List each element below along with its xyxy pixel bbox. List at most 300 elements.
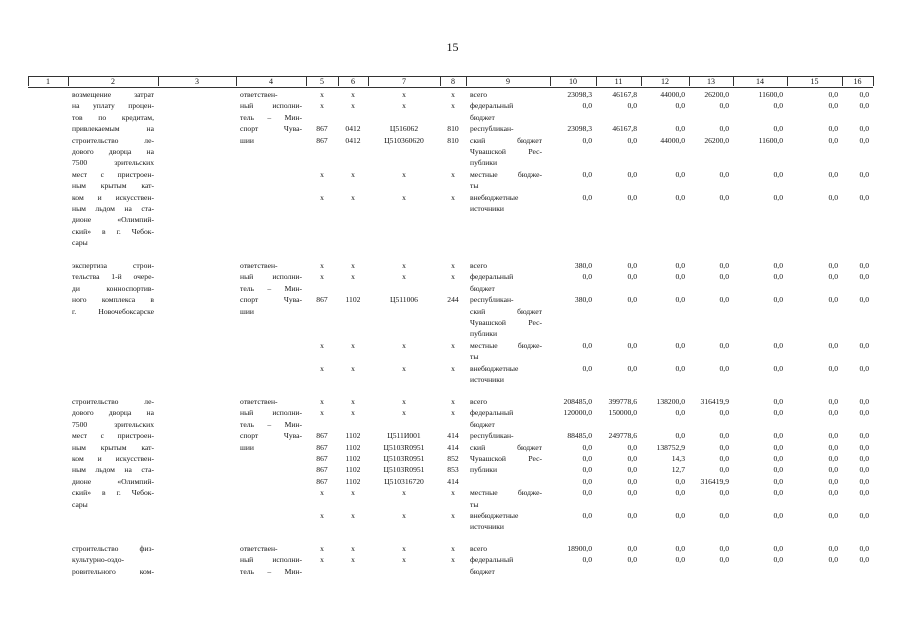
amount-col-13: 0,0: [719, 124, 729, 134]
amount-col-16: 0,0: [859, 465, 869, 475]
funding-source: всего: [470, 544, 488, 553]
code-grbs: 867: [316, 135, 328, 145]
code-csr: Ц510360620: [384, 135, 424, 145]
funding-source: публики: [470, 329, 498, 339]
code-csr: x: [402, 90, 406, 99]
funding-source: публики: [470, 465, 498, 475]
amount-col-10: 18900,0: [567, 544, 592, 553]
amount-col-16: 0,0: [859, 397, 869, 406]
funding-source: бюджет: [470, 112, 495, 122]
amount-col-15: 0,0: [828, 511, 838, 520]
code-rzpr: x: [351, 511, 355, 520]
code-grbs: x: [320, 261, 324, 270]
executor-line: тель – Мин-: [240, 112, 302, 122]
code-rzpr: x: [351, 101, 355, 111]
amount-col-13: 0,0: [719, 544, 729, 553]
amount-col-12: 0,0: [675, 272, 685, 282]
item-name-line: тов по кредитам,: [72, 112, 154, 122]
amount-col-10: 0,0: [582, 101, 592, 111]
amount-col-15: 0,0: [828, 90, 838, 99]
executor-line: ный исполни-: [240, 408, 302, 418]
funding-source: Чувашской Рес-: [470, 147, 542, 156]
code-vr: x: [451, 261, 455, 270]
amount-col-13: 0,0: [719, 431, 729, 441]
executor-line: ный исполни-: [240, 101, 302, 111]
code-grbs: x: [320, 511, 324, 520]
amount-col-13: 0,0: [719, 169, 729, 179]
amount-col-10: 0,0: [582, 363, 592, 373]
code-rzpr: x: [351, 90, 355, 99]
item-name-line: строительство физ-: [72, 544, 154, 553]
item-name-line: 7500 зрительских: [72, 419, 154, 429]
amount-col-13: 0,0: [719, 261, 729, 270]
amount-col-12: 0,0: [675, 101, 685, 111]
item-name-line: сары: [72, 499, 88, 509]
amount-col-10: 380,0: [574, 261, 592, 270]
item-name-line: ным льдом на ста-: [72, 465, 154, 475]
amount-col-13: 0,0: [719, 454, 729, 463]
amount-col-15: 0,0: [828, 192, 838, 202]
funding-source: республикан-: [470, 124, 514, 134]
amount-col-12: 0,0: [675, 169, 685, 179]
amount-col-11: 249778,6: [608, 431, 637, 441]
amount-col-10: 0,0: [582, 272, 592, 282]
amount-col-11: 0,0: [627, 340, 637, 350]
code-csr: x: [402, 363, 406, 373]
item-name-line: г. Новочебоксарске: [72, 306, 154, 316]
amount-col-16: 0,0: [859, 340, 869, 350]
code-vr: 853: [447, 465, 459, 475]
amount-col-14: 0,0: [773, 101, 783, 111]
amount-col-12: 44000,0: [660, 90, 685, 99]
column-header-13: 13: [707, 77, 715, 86]
code-grbs: x: [320, 408, 324, 418]
funding-source: внебюджетные: [470, 363, 519, 373]
code-vr: x: [451, 192, 455, 202]
amount-col-11: 0,0: [627, 101, 637, 111]
code-vr: x: [451, 511, 455, 520]
code-vr: x: [451, 397, 455, 406]
code-vr: 414: [447, 476, 459, 486]
amount-col-16: 0,0: [859, 295, 869, 305]
amount-col-16: 0,0: [859, 511, 869, 520]
amount-col-13: 0,0: [719, 272, 729, 282]
executor-line: спорт Чува-: [240, 295, 302, 305]
code-vr: 244: [447, 295, 459, 305]
executor-line: шии: [240, 306, 254, 316]
amount-col-16: 0,0: [859, 124, 869, 134]
item-name-line: ровительного ком-: [72, 566, 154, 576]
executor-line: ответствен-: [240, 544, 278, 553]
amount-col-13: 0,0: [719, 488, 729, 498]
amount-col-10: 88485,0: [567, 431, 592, 441]
amount-col-10: 0,0: [582, 476, 592, 486]
item-name-line: сары: [72, 238, 88, 248]
amount-col-12: 0,0: [675, 261, 685, 270]
code-csr: x: [402, 261, 406, 270]
code-vr: x: [451, 363, 455, 373]
amount-col-10: 0,0: [582, 340, 592, 350]
funding-source: внебюджетные: [470, 192, 519, 202]
code-vr: x: [451, 544, 455, 553]
header-divider: [873, 76, 874, 86]
code-grbs: x: [320, 169, 324, 179]
code-rzpr: x: [351, 340, 355, 350]
code-grbs: x: [320, 555, 324, 565]
code-csr: x: [402, 272, 406, 282]
code-csr: x: [402, 101, 406, 111]
amount-col-14: 0,0: [773, 340, 783, 350]
amount-col-15: 0,0: [828, 261, 838, 270]
funding-source: федеральный: [470, 101, 514, 111]
funding-source: республикан-: [470, 295, 514, 305]
amount-col-13: 0,0: [719, 192, 729, 202]
amount-col-16: 0,0: [859, 169, 869, 179]
code-rzpr: x: [351, 261, 355, 270]
amount-col-11: 0,0: [627, 261, 637, 270]
amount-col-16: 0,0: [859, 476, 869, 486]
item-name-line: возмещение затрат: [72, 90, 154, 99]
amount-col-10: 208485,0: [563, 397, 592, 406]
executor-line: ный исполни-: [240, 555, 302, 565]
funding-source: республикан-: [470, 431, 514, 441]
amount-col-14: 11600,0: [758, 90, 783, 99]
item-name-line: строительство ле-: [72, 397, 154, 406]
amount-col-11: 46167,8: [612, 90, 637, 99]
amount-col-13: 0,0: [719, 555, 729, 565]
code-rzpr: x: [351, 272, 355, 282]
code-vr: x: [451, 101, 455, 111]
item-name-line: дионе «Олимпий-: [72, 215, 154, 225]
item-name-line: на уплату процен-: [72, 101, 154, 111]
amount-col-12: 14,3: [671, 454, 685, 463]
funding-source: местные бюдже-: [470, 169, 542, 179]
amount-col-11: 0,0: [627, 272, 637, 282]
amount-col-12: 0,0: [675, 408, 685, 418]
amount-col-13: 0,0: [719, 295, 729, 305]
funding-source: публики: [470, 158, 498, 168]
amount-col-11: 0,0: [627, 476, 637, 486]
amount-col-15: 0,0: [828, 555, 838, 565]
item-name-line: дионе «Олимпий-: [72, 476, 154, 486]
funding-source: бюджет: [470, 566, 495, 576]
amount-col-10: 0,0: [582, 488, 592, 498]
code-rzpr: 1102: [345, 295, 361, 305]
amount-col-15: 0,0: [828, 431, 838, 441]
amount-col-13: 26200,0: [704, 135, 729, 145]
amount-col-15: 0,0: [828, 397, 838, 406]
amount-col-10: 0,0: [582, 135, 592, 145]
amount-col-14: 0,0: [773, 555, 783, 565]
funding-source: всего: [470, 261, 488, 270]
code-vr: 810: [447, 124, 459, 134]
code-grbs: 867: [316, 465, 328, 475]
code-csr: x: [402, 555, 406, 565]
code-rzpr: x: [351, 555, 355, 565]
amount-col-14: 0,0: [773, 261, 783, 270]
code-csr: x: [402, 397, 406, 406]
amount-col-11: 399778,6: [608, 397, 637, 406]
code-rzpr: x: [351, 544, 355, 553]
code-csr: Ц510316720: [384, 476, 424, 486]
amount-col-12: 44000,0: [660, 135, 685, 145]
code-grbs: x: [320, 544, 324, 553]
amount-col-16: 0,0: [859, 544, 869, 553]
amount-col-11: 46167,8: [612, 124, 637, 134]
amount-col-15: 0,0: [828, 101, 838, 111]
amount-col-12: 0,0: [675, 295, 685, 305]
header-bottom-border: [28, 87, 873, 88]
code-csr: Ц5103R0951: [383, 454, 425, 463]
code-rzpr: 0412: [345, 135, 361, 145]
column-header-16: 16: [853, 77, 862, 86]
amount-col-15: 0,0: [828, 442, 838, 452]
amount-col-16: 0,0: [859, 488, 869, 498]
code-csr: x: [402, 340, 406, 350]
amount-col-14: 0,0: [773, 272, 783, 282]
amount-col-13: 0,0: [719, 340, 729, 350]
amount-col-11: 0,0: [627, 442, 637, 452]
amount-col-12: 0,0: [675, 363, 685, 373]
amount-col-15: 0,0: [828, 488, 838, 498]
amount-col-11: 0,0: [627, 192, 637, 202]
item-name-line: ным льдом на ста-: [72, 204, 154, 213]
item-name-line: экспертиза строи-: [72, 261, 154, 270]
amount-col-14: 0,0: [773, 295, 783, 305]
amount-col-12: 0,0: [675, 555, 685, 565]
code-rzpr: 1102: [345, 442, 361, 452]
amount-col-12: 0,0: [675, 431, 685, 441]
column-header-5: 5: [320, 77, 324, 86]
code-grbs: 867: [316, 295, 328, 305]
code-rzpr: x: [351, 363, 355, 373]
amount-col-16: 0,0: [859, 363, 869, 373]
code-vr: x: [451, 408, 455, 418]
amount-col-12: 0,0: [675, 488, 685, 498]
amount-col-11: 0,0: [627, 454, 637, 463]
code-grbs: x: [320, 272, 324, 282]
column-header-4: 4: [269, 77, 273, 86]
item-name-line: культурно-оздо-: [72, 555, 125, 565]
amount-col-15: 0,0: [828, 465, 838, 475]
amount-col-13: 0,0: [719, 442, 729, 452]
amount-col-13: 316419,9: [700, 397, 729, 406]
amount-col-12: 138200,0: [656, 397, 685, 406]
executor-line: ответствен-: [240, 397, 278, 406]
amount-col-10: 23098,3: [567, 90, 592, 99]
amount-col-14: 0,0: [773, 476, 783, 486]
amount-col-14: 0,0: [773, 544, 783, 553]
amount-col-13: 316419,9: [700, 476, 729, 486]
amount-col-15: 0,0: [828, 272, 838, 282]
amount-col-14: 0,0: [773, 442, 783, 452]
code-grbs: 867: [316, 476, 328, 486]
funding-source: ский бюджет: [470, 306, 542, 316]
amount-col-16: 0,0: [859, 555, 869, 565]
executor-line: шии: [240, 135, 254, 145]
code-vr: x: [451, 272, 455, 282]
code-grbs: 867: [316, 454, 328, 463]
amount-col-12: 0,0: [675, 192, 685, 202]
amount-col-16: 0,0: [859, 431, 869, 441]
funding-source: всего: [470, 397, 488, 406]
column-header-12: 12: [661, 77, 669, 86]
code-rzpr: x: [351, 169, 355, 179]
amount-col-10: 0,0: [582, 465, 592, 475]
amount-col-16: 0,0: [859, 442, 869, 452]
amount-col-10: 380,0: [574, 295, 592, 305]
amount-col-14: 0,0: [773, 169, 783, 179]
funding-source: источники: [470, 375, 504, 384]
executor-line: ный исполни-: [240, 272, 302, 282]
amount-col-13: 26200,0: [704, 90, 729, 99]
amount-col-10: 0,0: [582, 169, 592, 179]
funding-source: бюджет: [470, 419, 495, 429]
code-rzpr: 1102: [345, 431, 361, 441]
item-name-line: строительство ле-: [72, 135, 154, 145]
column-header-1: 1: [46, 77, 50, 86]
item-name-line: тельства 1-й очере-: [72, 272, 154, 282]
amount-col-14: 11600,0: [758, 135, 783, 145]
code-vr: 852: [447, 454, 459, 463]
code-csr: Ц5103R0951: [383, 442, 425, 452]
executor-line: спорт Чува-: [240, 124, 302, 134]
code-csr: x: [402, 192, 406, 202]
funding-source: ты: [470, 352, 479, 362]
item-name-line: ком и искусствен-: [72, 192, 154, 202]
funding-source: бюджет: [470, 283, 495, 293]
column-header-7: 7: [402, 77, 406, 86]
code-grbs: 867: [316, 431, 328, 441]
executor-line: ответствен-: [240, 261, 278, 270]
executor-line: шии: [240, 442, 254, 452]
amount-col-13: 0,0: [719, 511, 729, 520]
code-csr: x: [402, 544, 406, 553]
amount-col-15: 0,0: [828, 544, 838, 553]
amount-col-12: 0,0: [675, 511, 685, 520]
code-grbs: x: [320, 363, 324, 373]
amount-col-11: 0,0: [627, 135, 637, 145]
amount-col-15: 0,0: [828, 295, 838, 305]
amount-col-16: 0,0: [859, 454, 869, 463]
code-grbs: 867: [316, 124, 328, 134]
item-name-line: 7500 зрительских: [72, 158, 154, 168]
amount-col-11: 0,0: [627, 465, 637, 475]
executor-line: ответствен-: [240, 90, 278, 99]
amount-col-12: 0,0: [675, 544, 685, 553]
item-name-line: ным крытым кат-: [72, 181, 154, 191]
amount-col-12: 0,0: [675, 340, 685, 350]
code-csr: x: [402, 169, 406, 179]
column-header-6: 6: [351, 77, 355, 86]
code-csr: x: [402, 408, 406, 418]
amount-col-13: 0,0: [719, 363, 729, 373]
item-name-line: ного комплекса в: [72, 295, 154, 305]
funding-source: ский бюджет: [470, 135, 542, 145]
amount-col-16: 0,0: [859, 408, 869, 418]
amount-col-15: 0,0: [828, 340, 838, 350]
amount-col-15: 0,0: [828, 408, 838, 418]
amount-col-11: 0,0: [627, 169, 637, 179]
amount-col-11: 0,0: [627, 555, 637, 565]
amount-col-14: 0,0: [773, 363, 783, 373]
amount-col-14: 0,0: [773, 408, 783, 418]
code-vr: 414: [447, 431, 459, 441]
amount-col-14: 0,0: [773, 397, 783, 406]
funding-source: источники: [470, 522, 504, 532]
amount-col-15: 0,0: [828, 169, 838, 179]
code-csr: Ц516062: [389, 124, 419, 134]
amount-col-16: 0,0: [859, 272, 869, 282]
executor-line: тель – Мин-: [240, 419, 302, 429]
code-rzpr: x: [351, 397, 355, 406]
item-name-line: ным крытым кат-: [72, 442, 154, 452]
funding-source: местные бюдже-: [470, 340, 542, 350]
column-header-15: 15: [810, 77, 819, 86]
amount-col-10: 120000,0: [563, 408, 592, 418]
item-name-line: привлекаемым на: [72, 124, 154, 134]
code-vr: 810: [447, 135, 459, 145]
column-header-14: 14: [756, 77, 764, 86]
code-grbs: x: [320, 340, 324, 350]
item-name-line: ком и искусствен-: [72, 454, 154, 463]
item-name-line: мест с пристроен-: [72, 169, 154, 179]
code-rzpr: 1102: [345, 454, 361, 463]
amount-col-11: 0,0: [627, 544, 637, 553]
item-name-line: дового дворца на: [72, 147, 154, 156]
code-csr: Ц511И001: [387, 431, 421, 441]
code-vr: x: [451, 340, 455, 350]
amount-col-15: 0,0: [828, 124, 838, 134]
column-header-11: 11: [614, 77, 623, 86]
amount-col-11: 0,0: [627, 295, 637, 305]
item-name-line: мест с пристроен-: [72, 431, 154, 441]
code-vr: x: [451, 90, 455, 99]
code-rzpr: x: [351, 408, 355, 418]
amount-col-14: 0,0: [773, 192, 783, 202]
code-rzpr: x: [351, 192, 355, 202]
code-csr: x: [402, 488, 406, 498]
funding-source: ты: [470, 181, 479, 191]
amount-col-10: 0,0: [582, 442, 592, 452]
code-rzpr: 1102: [345, 476, 361, 486]
code-grbs: x: [320, 488, 324, 498]
funding-source: федеральный: [470, 272, 514, 282]
amount-col-13: 0,0: [719, 408, 729, 418]
column-header-3: 3: [195, 77, 199, 86]
page-number: 15: [446, 40, 459, 54]
funding-source: ский бюджет: [470, 442, 542, 452]
funding-source: федеральный: [470, 408, 514, 418]
amount-col-16: 0,0: [859, 261, 869, 270]
amount-col-11: 0,0: [627, 488, 637, 498]
amount-col-13: 0,0: [719, 101, 729, 111]
code-vr: 414: [447, 442, 459, 452]
amount-col-16: 0,0: [859, 192, 869, 202]
code-csr: Ц5103R0951: [383, 465, 425, 475]
amount-col-10: 0,0: [582, 555, 592, 565]
item-name-line: дового дворца на: [72, 408, 154, 418]
funding-source: Чувашской Рес-: [470, 454, 542, 463]
code-vr: x: [451, 555, 455, 565]
code-rzpr: 0412: [345, 124, 361, 134]
funding-source: всего: [470, 90, 488, 99]
funding-source: федеральный: [470, 555, 514, 565]
code-csr: x: [402, 511, 406, 520]
amount-col-10: 23098,3: [567, 124, 592, 134]
amount-col-14: 0,0: [773, 124, 783, 134]
amount-col-15: 0,0: [828, 476, 838, 486]
